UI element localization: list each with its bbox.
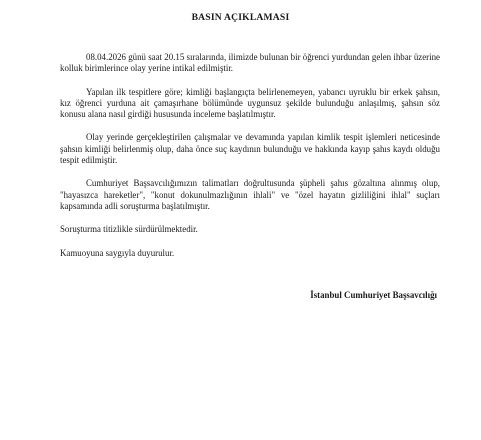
closing-line-announcement: Kamuoyuna saygıyla duyurulur. <box>60 247 175 258</box>
document-title: BASIN AÇIKLAMASI <box>191 12 290 23</box>
paragraph-investigation: Cumhuriyet Başsavcılığımızın talimatları doğrultusunda şüpheli şahıs gözaltına alınmış olup, "hayasızca hareketler", "konut dokunulmazlığının ihlali" ve "özel hayatın gizliliğini ihlal" suçları kapsamında adli soruşturma başlatılmıştır. <box>60 178 440 211</box>
paragraph-initial-findings: Yapılan ilk tespitlere göre; kimliği başlangıçta belirlenemeyen, yabancı uyruklu bir erkek şahsın, kız öğrenci yurduna ait çamaşırhane bölümünde uygunsuz şekilde bulunduğu anlaşılmış, şahsın söz konusu alana nasıl girdiği hususunda inceleme başlatılmıştır. <box>60 86 440 120</box>
document-body <box>60 52 440 271</box>
paragraph-incident: 08.04.2026 günü saat 20.15 sıralarında, ilimizde bulunan bir öğrenci yurdundan gelen ihbar üzerine kolluk birimlerince olay yerine intikal edilmiştir. <box>60 52 440 74</box>
signature: İstanbul Cumhuriyet Başsavcılığı <box>310 290 437 300</box>
paragraph-identity: Olay yerinde gerçekleştirilen çalışmalar ve devamında yapılan kimlik tespit işlemleri neticesinde şahsın kimliği belirlenmiş olup, daha önce suç kaydının bulunduğu ve hakkında kayıp şahıs kaydı olduğu tespit edilmiştir. <box>60 132 440 166</box>
closing-line-investigation: Soruşturma titizlikle sürdürülmektedir. <box>60 224 198 235</box>
